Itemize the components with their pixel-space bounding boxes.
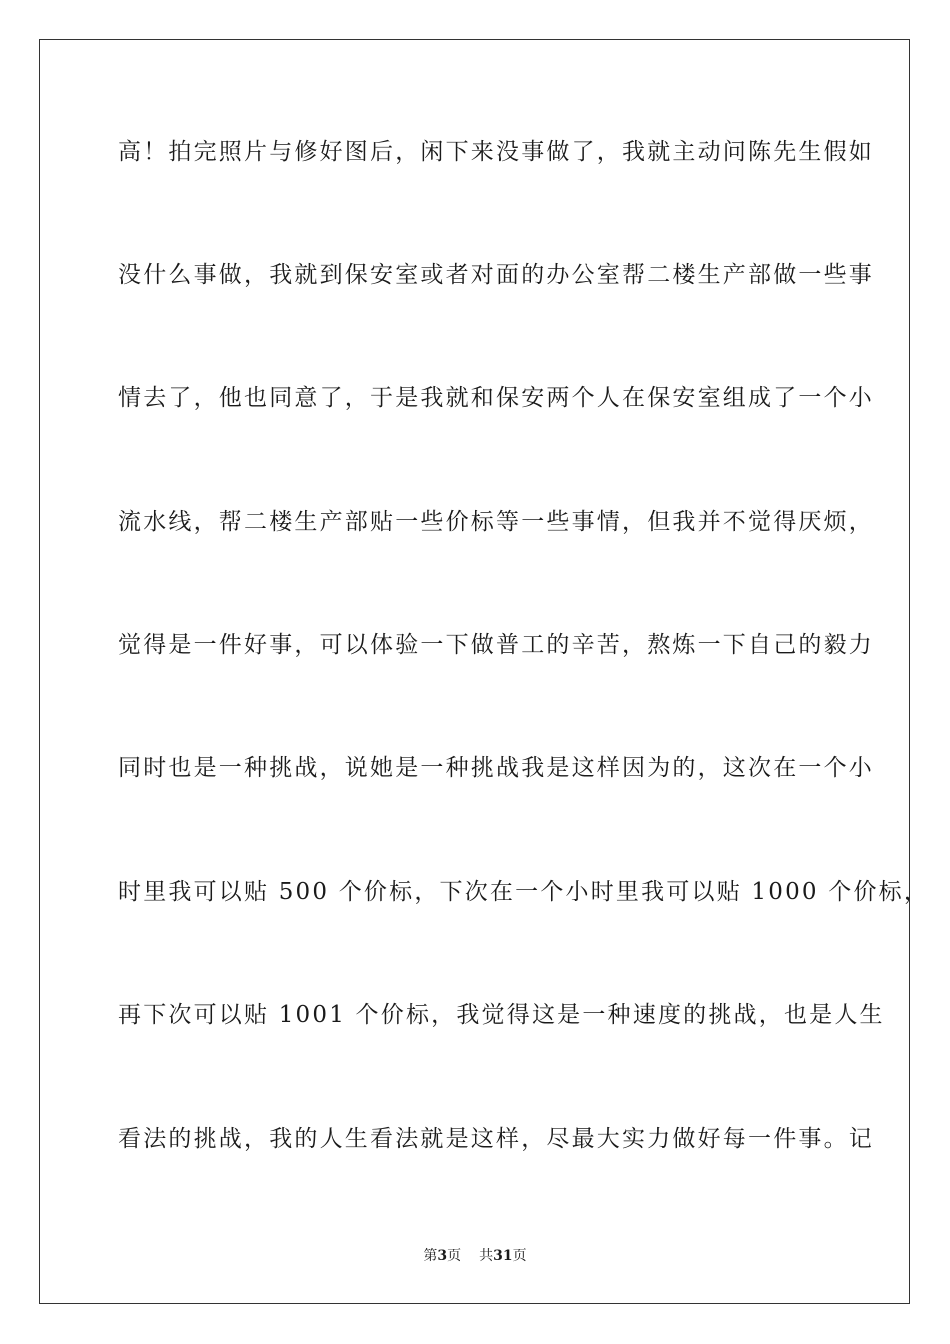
text-line-8: 再下次可以贴 1001 个价标，我觉得这是一种速度的挑战，也是人生 [118,1002,885,1028]
page-suffix: 页 [447,1248,462,1264]
text-line-6: 同时也是一种挑战，说她是一种挑战我是这样因为的，这次在一个小 [118,755,874,781]
total-prefix: 共 [479,1248,494,1264]
total-page-count: 31 [493,1248,513,1264]
text-line-1: 高！拍完照片与修好图后，闲下来没事做了，我就主动问陈先生假如 [118,139,874,165]
total-suffix: 页 [512,1248,527,1264]
text-line-7: 时里我可以贴 500 个价标，下次在一个小时里我可以贴 1000 个价标， [118,879,930,905]
page-footer [0,1245,950,1265]
page-prefix: 第 [423,1248,438,1264]
current-page-number: 3 [437,1248,448,1264]
text-line-2: 没什么事做，我就到保安室或者对面的办公室帮二楼生产部做一些事 [118,262,874,288]
text-line-5: 觉得是一件好事，可以体验一下做普工的辛苦，熬炼一下自己的毅力 [118,632,874,658]
text-line-9: 看法的挑战，我的人生看法就是这样，尽最大实力做好每一件事。记 [118,1126,874,1152]
text-line-3: 情去了，他也同意了，于是我就和保安两个人在保安室组成了一个小 [118,385,874,411]
text-line-4: 流水线，帮二楼生产部贴一些价标等一些事情，但我并不觉得厌烦， [118,509,874,535]
page-border [39,39,930,1304]
